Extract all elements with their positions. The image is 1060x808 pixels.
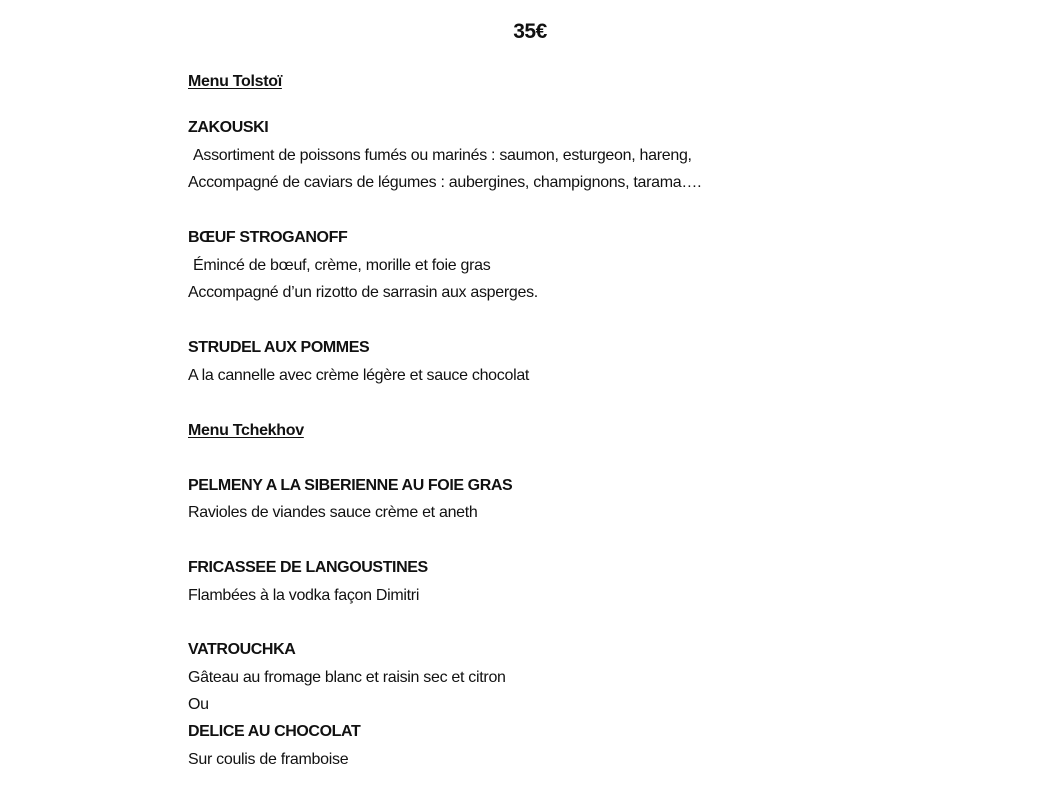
dish-description: Flambées à la vodka façon Dimitri [188,587,420,604]
dish-description: Sur coulis de framboise [188,751,349,768]
dish-title-pelmeny: PELMENY A LA SIBERIENNE AU FOIE GRAS [188,477,513,494]
dish-description: Ravioles de viandes sauce crème et aneth [188,504,478,521]
dish-description: Accompagné d’un rizotto de sarrasin aux asperges. [188,284,538,301]
dish-title-vatrouchka: VATROUCHKA [188,641,296,658]
dish-title-delice-chocolat: DELICE AU CHOCOLAT [188,723,361,740]
dish-description: Gâteau au fromage blanc et raisin sec et citron [188,669,506,686]
dish-title-zakouski: ZAKOUSKI [188,119,269,136]
dish-description: Émincé de bœuf, crème, morille et foie gras [193,257,491,274]
dish-title-boeuf-stroganoff: BŒUF STROGANOFF [188,229,348,246]
alternative-word: Ou [188,696,209,713]
dish-title-strudel: STRUDEL AUX POMMES [188,339,370,356]
dish-description: Accompagné de caviars de légumes : aubergines, champignons, tarama…. [188,174,702,191]
dish-description: A la cannelle avec crème légère et sauce chocolat [188,367,530,384]
menu-title-tolstoi: Menu Tolstoï [188,73,282,90]
menu-title-tchekhov: Menu Tchekhov [188,422,304,439]
dish-description: Assortiment de poissons fumés ou marinés : saumon, esturgeon, hareng, [193,147,692,164]
dish-title-fricassee: FRICASSEE DE LANGOUSTINES [188,559,428,576]
menu-price: 35€ [513,20,547,43]
